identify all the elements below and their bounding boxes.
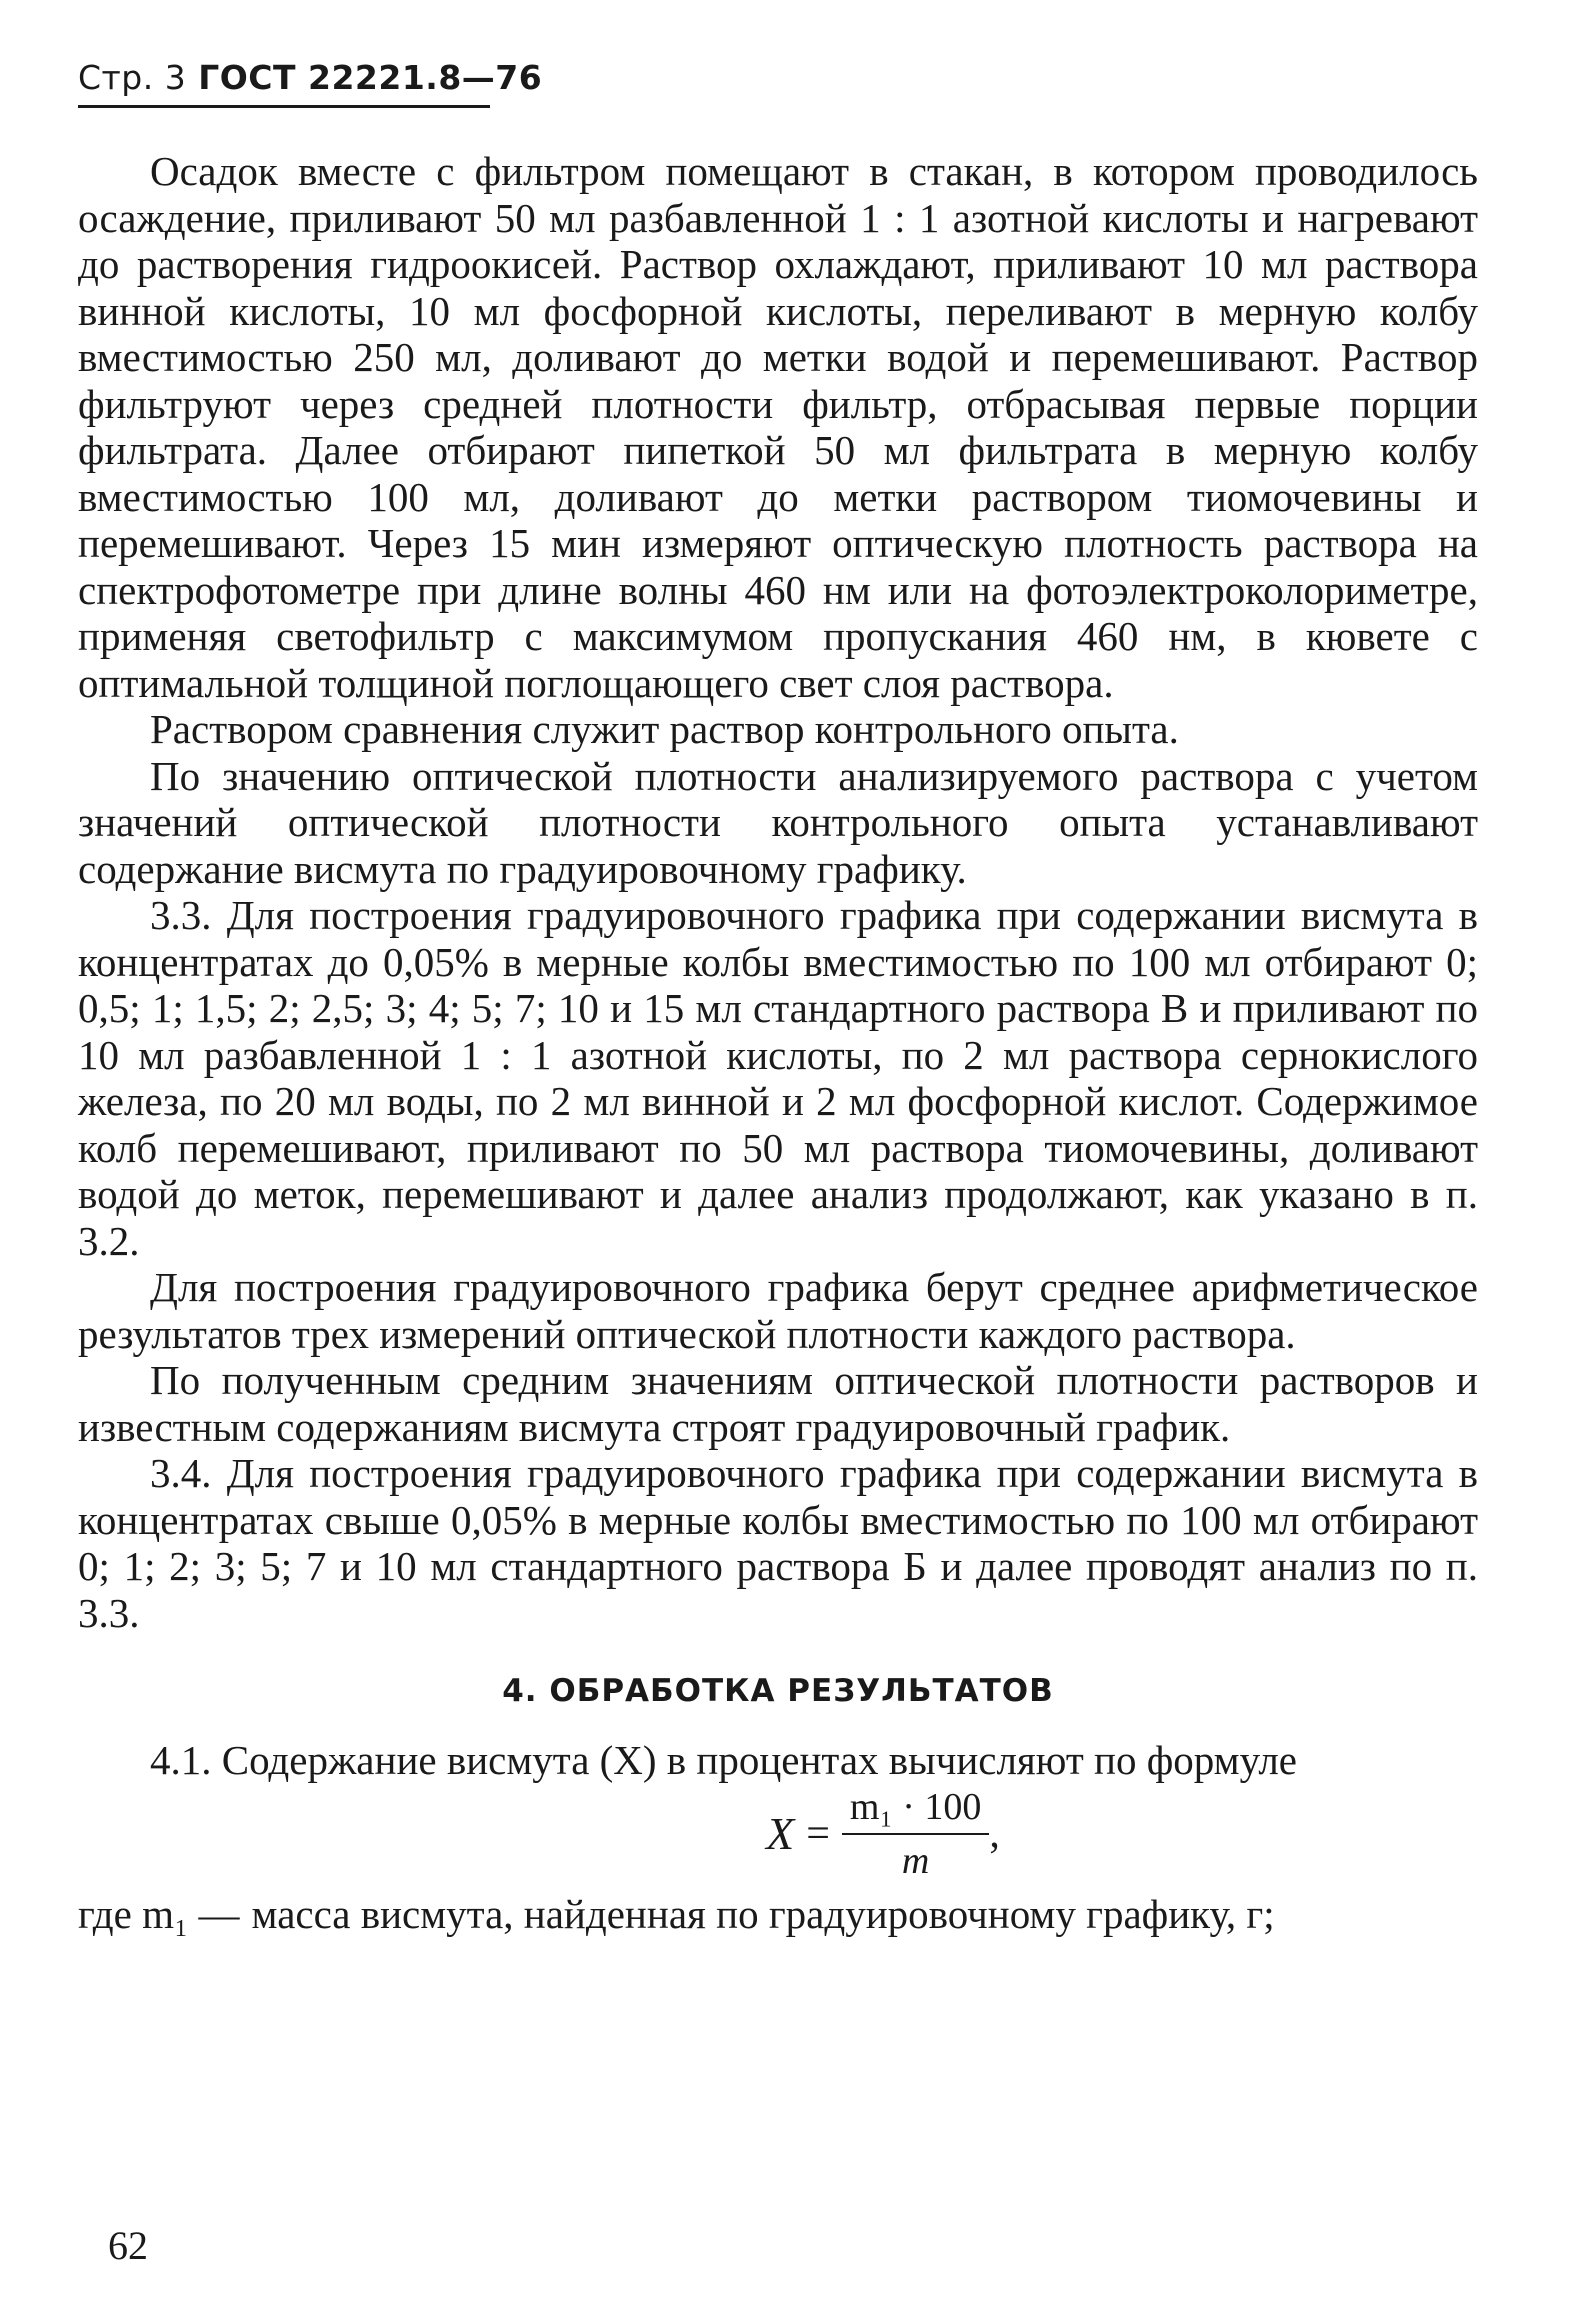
section-title: 4. ОБРАБОТКА РЕЗУЛЬТАТОВ <box>502 1673 1054 1709</box>
formula-numerator: m₁ · 100 <box>842 1785 989 1835</box>
formula-equals: = <box>806 1810 830 1857</box>
formula-lhs: X <box>766 1807 795 1859</box>
paragraph-reference-solution: Раствором сравнения служит раствор контрольного опыта. <box>150 706 1179 752</box>
formula-fraction <box>842 1785 989 1883</box>
formula-denominator: m <box>901 1840 930 1882</box>
paragraph-precipitate: Осадок вместе с фильтром помещают в стакан, в котором проводилось осаждение, приливают 50 мл разбавленной 1 : 1 азотной кислоты и нагревают до растворения гидроокисей. Раствор охлаждают, приливают 10 мл раствора винной кислоты, 10 мл фосфорной кислоты, переливают в мерную колбу вместимостью 250 мл, доливают до метки водой и перемешивают. Раствор фильтруют через средней плотности фильтр, отбрасывая первые порции фильтрата. Далее отбирают пипеткой 50 мл фильтрата в мерную колбу вместимостью 100 мл, доливают до метки раствором тиомочевины и перемешивают. Через 15 мин измеряют оптическую плотность раствора на спектрофотометре при длине волны 460 нм или на фотоэлектроколориметре, применяя светофильтр с максимумом пропускания 460 нм, в кювете с оптимальной толщиной поглощающего свет слоя раствора. <box>78 148 1478 706</box>
paragraph-content-determination: По значению оптической плотности анализируемого раствора с учетом значений оптической плотности контрольного опыта устанавливают содержание висмута по градуировочному графику. <box>78 752 1478 892</box>
page-number: 62 <box>108 2223 148 2268</box>
formula-comma: , <box>989 1810 1000 1857</box>
clause-3-3: 3.3. Для построения градуировочного графика при содержании висмута в концентратах до 0,05% в мерные колбы вместимостью по 100 мл отбирают 0; 0,5; 1; 1,5; 2; 2,5; 3; 4; 5; 7; 10 и 15 мл стандартного раствора В и приливают по 10 мл разбавленной 1 : 1 азотной кислоты, по 2 мл раствора сернокислого железа, по 20 мл воды, по 2 мл винной и 2 мл фосфорной кислот. Содержимое колб перемешивают, приливают по 50 мл раствора тиомочевины, доливают водой до меток, перемешивают и далее анализ продолжают, как указано в п. 3.2. <box>78 892 1478 1264</box>
document-body <box>78 148 1478 1938</box>
clause-3-4: 3.4. Для построения градуировочного графика при содержании висмута в концентратах свыше 0,05% в мерные колбы вместимостью по 100 мл отбирают 0; 1; 2; 3; 5; 7 и 10 мл стандартного раствора Б и далее проводят анализ по п. 3.3. <box>78 1450 1478 1636</box>
document-id: ГОСТ 22221.8—76 <box>198 58 543 97</box>
page-label: Стр. 3 <box>78 58 187 97</box>
paragraph-build-graph: По полученным средним значениям оптической плотности растворов и известным содержаниям висмута строят градуировочный график. <box>78 1357 1478 1450</box>
page-header <box>78 58 543 108</box>
variable-definition <box>78 1891 1478 1938</box>
clause-4-1: 4.1. Содержание висмута (X) в процентах вычисляют по формуле <box>150 1736 1297 1783</box>
formula <box>78 1785 1478 1883</box>
variable-description: масса висмута, найденная по градуировочному графику, г; <box>251 1891 1275 1937</box>
variable-label: где m₁ — <box>78 1891 240 1937</box>
paragraph-mean-calculation: Для построения градуировочного графика берут среднее арифметическое результатов трех измерений оптической плотности каждого раствора. <box>78 1264 1478 1357</box>
